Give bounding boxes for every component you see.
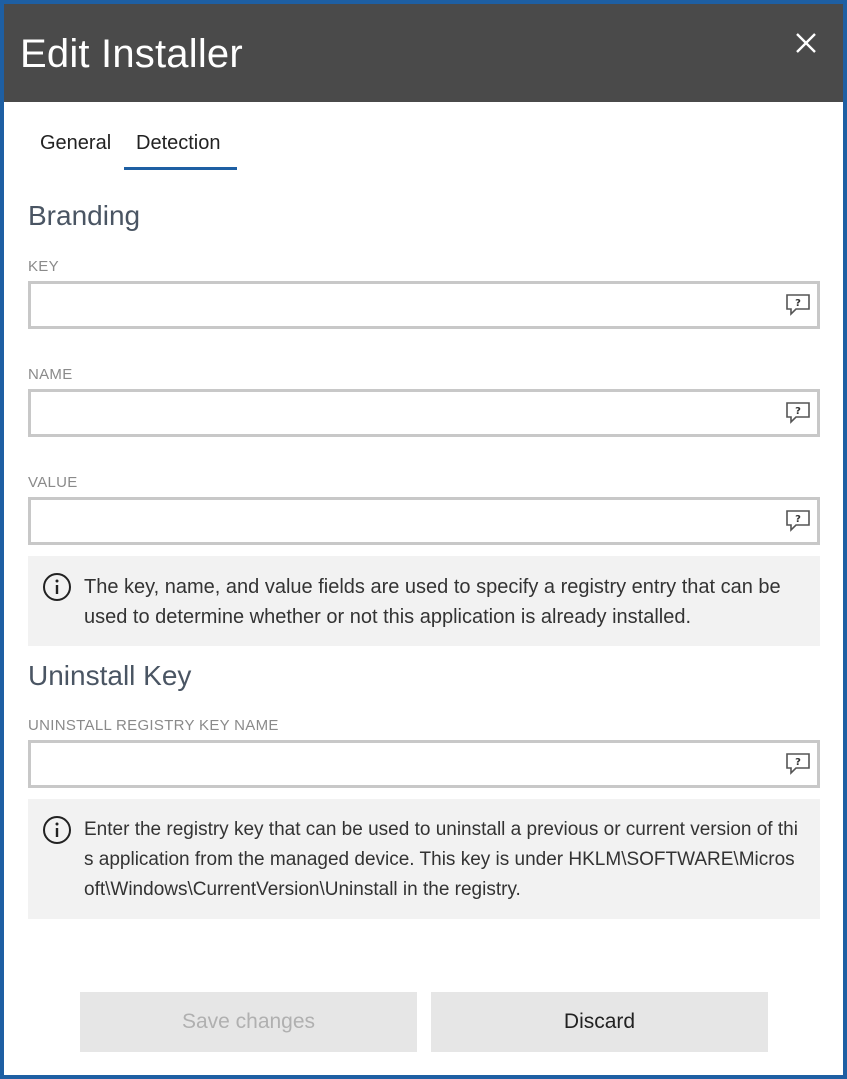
- branding-heading: Branding: [28, 200, 141, 231]
- discard-button[interactable]: Discard: [431, 992, 768, 1052]
- help-bubble-icon: [785, 401, 811, 425]
- uninstall-key-help-button[interactable]: [785, 752, 811, 776]
- svg-text:?: ?: [795, 514, 801, 525]
- name-input[interactable]: [31, 392, 771, 434]
- value-help-button[interactable]: [785, 509, 811, 533]
- info-icon: [42, 815, 72, 845]
- branding-info-box: [28, 556, 820, 646]
- uninstall-info-box: [28, 799, 820, 919]
- tab-general[interactable]: General: [40, 132, 112, 154]
- key-input[interactable]: [31, 284, 771, 326]
- help-bubble-icon: [785, 752, 811, 776]
- uninstall-heading: Uninstall Key: [28, 660, 192, 691]
- close-icon: [791, 28, 821, 58]
- uninstall-key-input[interactable]: [31, 743, 771, 785]
- key-label: KEY: [28, 258, 59, 275]
- uninstall-key-label: UNINSTALL REGISTRY KEY NAME: [28, 717, 279, 734]
- tab-detection[interactable]: Detection: [124, 128, 237, 170]
- name-field: [28, 389, 820, 437]
- name-label: NAME: [28, 366, 73, 383]
- info-icon: [42, 572, 72, 602]
- key-field: [28, 281, 820, 329]
- save-changes-button[interactable]: Save changes: [80, 992, 417, 1052]
- help-bubble-icon: [785, 293, 811, 317]
- value-input[interactable]: [31, 500, 771, 542]
- close-button[interactable]: [791, 28, 821, 58]
- value-field: [28, 497, 820, 545]
- key-help-button[interactable]: [785, 293, 811, 317]
- name-help-button[interactable]: [785, 401, 811, 425]
- svg-text:?: ?: [795, 298, 801, 309]
- help-bubble-icon: [785, 509, 811, 533]
- svg-text:?: ?: [795, 406, 801, 417]
- dialog-title: Edit Installer: [20, 32, 243, 76]
- uninstall-key-field: [28, 740, 820, 788]
- dialog-titlebar: [4, 4, 843, 102]
- uninstall-info-text: Enter the registry key that can be used to uninstall a previous or current version of this application from the managed device. This key is under HKLM\SOFTWARE\Microsoft\Windows\CurrentVersion\Uninstall in the registry.: [84, 819, 798, 900]
- svg-text:?: ?: [795, 757, 801, 768]
- branding-info-text: The key, name, and value fields are used to specify a registry entry that can be used to determine whether or not this application is already installed.: [84, 576, 781, 628]
- value-label: VALUE: [28, 474, 78, 491]
